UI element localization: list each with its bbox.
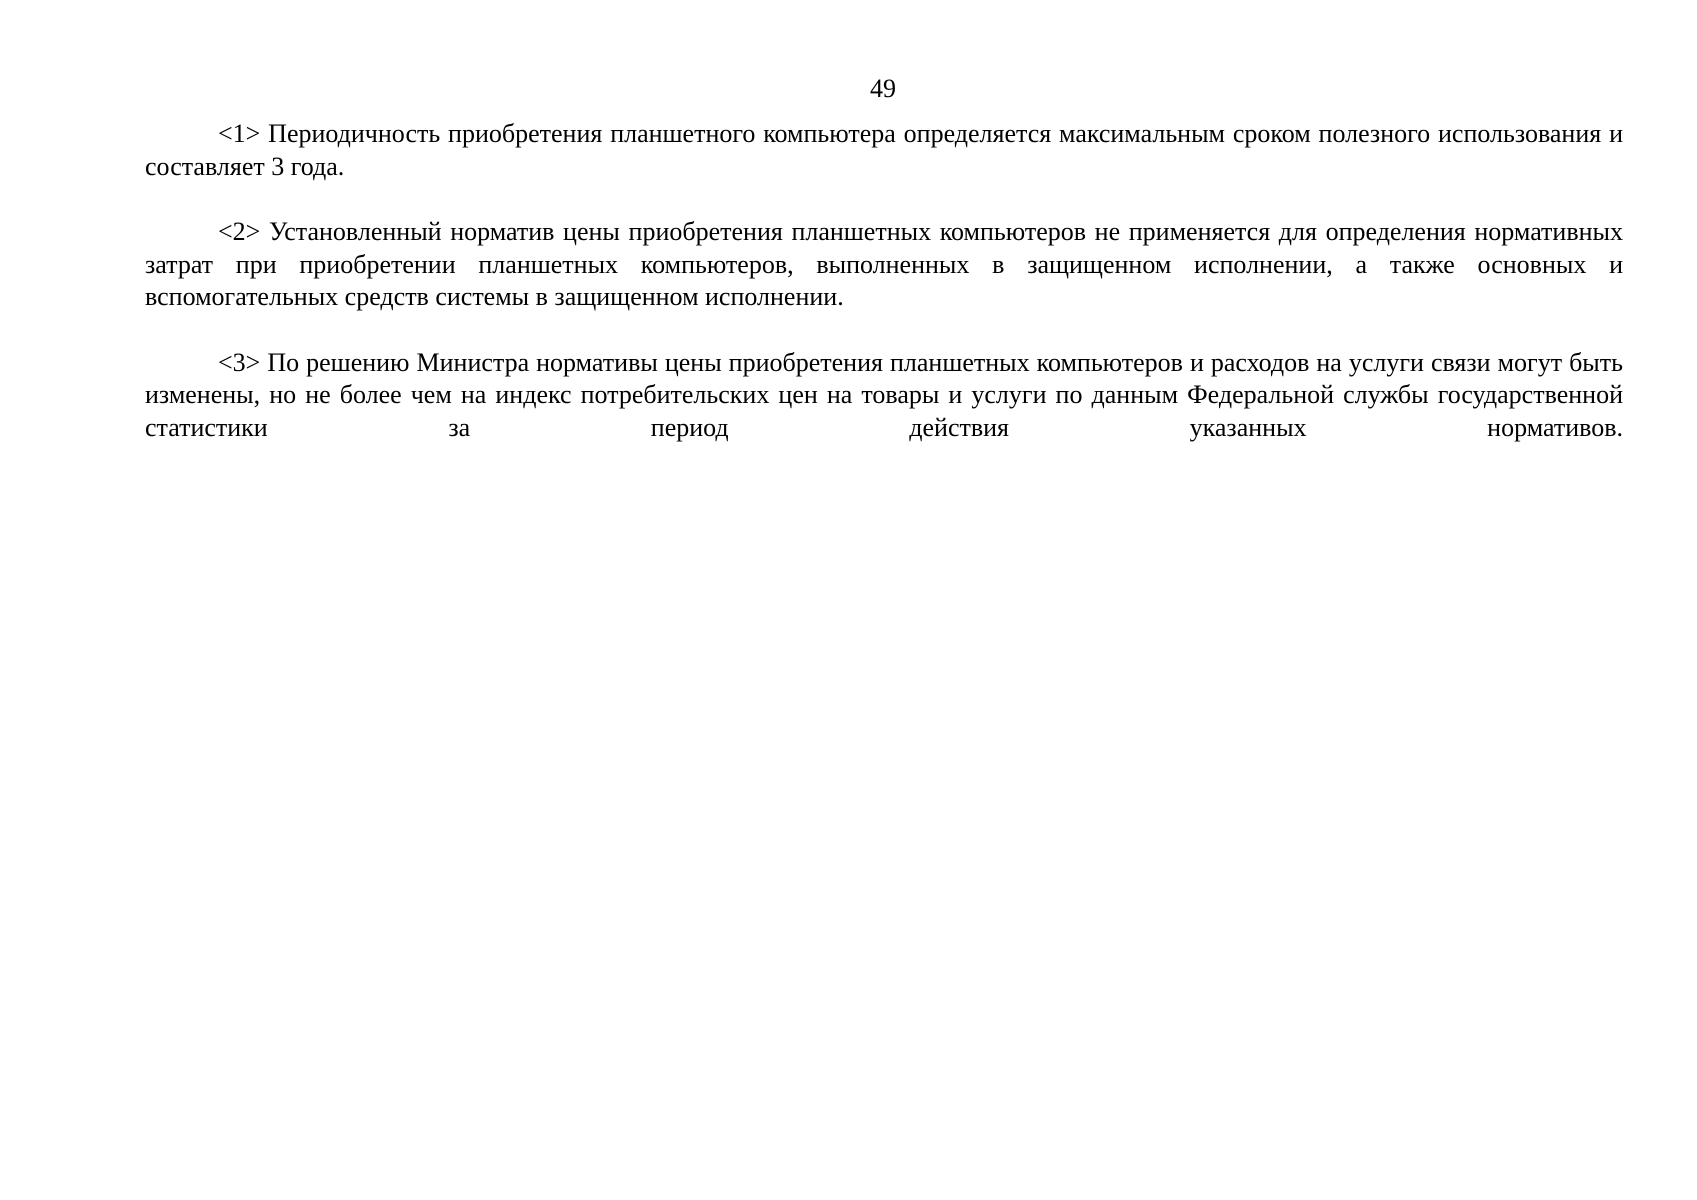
page-number: 49	[870, 74, 896, 103]
footnote-3: <3> По решению Министра нормативы цены приобретения планшетных компьютеров и расходов на услуги связи могут быть изменены, но не более чем на индекс потребительских цен на товары и услуги по данным Федеральной службы государственной статистики за период действия указанных нормативов.	[145, 347, 1623, 442]
footnotes	[145, 118, 1623, 477]
footnote-1: <1> Периодичность приобретения планшетного компьютера определяется максимальным сроком полезного использования и составляет 3 года.	[145, 119, 1623, 181]
footnote-2: <2> Установленный норматив цены приобретения планшетных компьютеров не применяется для определения нормативных затрат при приобретении планшетных компьютеров, выполненных в защищенном исполнении, а также основных и вспомогательных средств системы в защищенном исполнении.	[145, 217, 1623, 311]
